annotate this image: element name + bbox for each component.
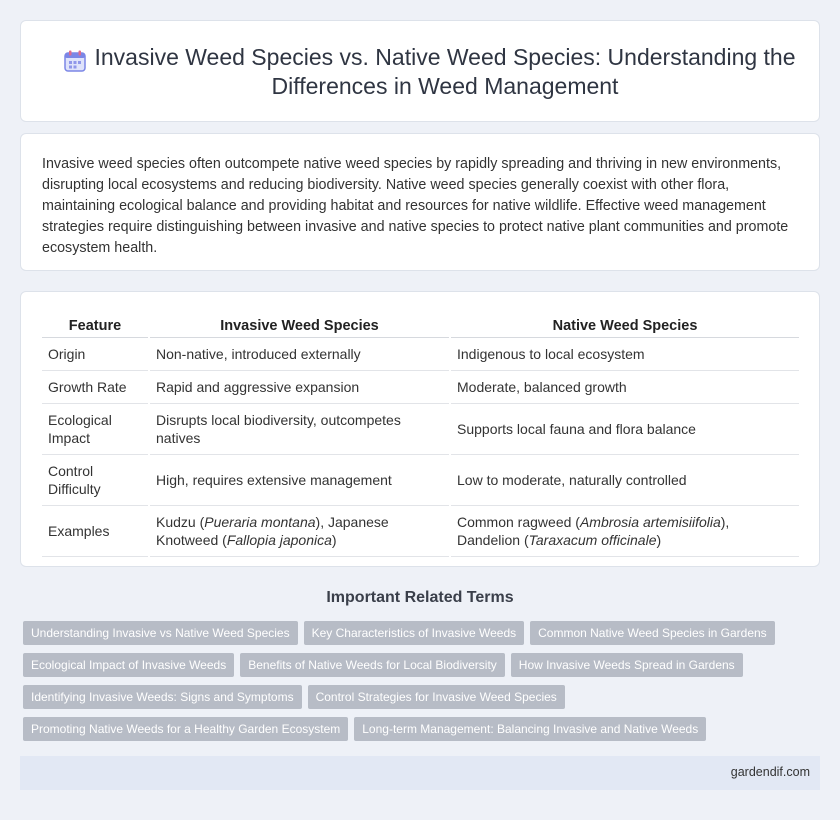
table-row: [42, 454, 799, 505]
text-segment: ), Dandelion (: [457, 513, 730, 548]
site-domain[interactable]: gardendif.com: [730, 765, 810, 779]
related-term-tag[interactable]: Long-term Management: Balancing Invasive and Native Weeds: [354, 717, 706, 741]
related-term-tag[interactable]: Control Strategies for Invasive Weed Species: [308, 685, 565, 709]
cell-invasive: Rapid and aggressive expansion: [149, 370, 450, 403]
table-row: [42, 370, 799, 403]
text-segment: Common ragweed (: [457, 513, 580, 530]
table-row: [42, 403, 799, 454]
intro-card: [20, 133, 820, 271]
table-row: [42, 505, 799, 556]
cell-invasive: [149, 505, 450, 556]
cell-native: [450, 505, 799, 556]
tag-row: [23, 653, 813, 685]
cell-invasive: Non-native, introduced externally: [149, 337, 450, 370]
scientific-name: Fallopia japonica: [226, 531, 332, 548]
header-feature: Feature: [42, 315, 149, 337]
cell-invasive: Disrupts local biodiversity, outcompetes natives: [149, 403, 450, 454]
related-term-tag[interactable]: Promoting Native Weeds for a Healthy Garden Ecosystem: [23, 717, 348, 741]
scientific-name: Pueraria montana: [204, 513, 316, 530]
table-header-row: [42, 315, 799, 337]
page-title: Invasive Weed Species vs. Native Weed Species: Understanding the Differences in Weed Management: [94, 44, 796, 99]
tag-row: [23, 621, 813, 653]
comparison-card: [20, 291, 820, 567]
related-term-tag[interactable]: How Invasive Weeds Spread in Gardens: [511, 653, 743, 677]
related-term-tag[interactable]: Understanding Invasive vs Native Weed Species: [23, 621, 298, 645]
related-terms-list: [23, 621, 813, 749]
footer: [20, 756, 820, 790]
table-row: [42, 337, 799, 370]
scientific-name: Ambrosia artemisiifolia: [579, 513, 721, 530]
cell-feature: Examples: [42, 505, 149, 556]
cell-native: Supports local fauna and flora balance: [450, 403, 799, 454]
cell-feature: Ecological Impact: [42, 403, 149, 454]
cell-native: Low to moderate, naturally controlled: [450, 454, 799, 505]
title-card: [20, 20, 820, 122]
header-native: Native Weed Species: [450, 315, 799, 337]
related-term-tag[interactable]: Key Characteristics of Invasive Weeds: [304, 621, 525, 645]
text-segment: ): [656, 531, 662, 548]
text-segment: ): [331, 531, 337, 548]
related-term-tag[interactable]: Identifying Invasive Weeds: Signs and Symptoms: [23, 685, 302, 709]
text-segment: ), Japanese Knotweed (: [156, 513, 389, 548]
scientific-name: Taraxacum officinale: [528, 531, 657, 548]
related-term-tag[interactable]: Common Native Weed Species in Gardens: [530, 621, 775, 645]
cell-native: Moderate, balanced growth: [450, 370, 799, 403]
intro-paragraph: Invasive weed species often outcompete native weed species by rapidly spreading and thriving in new environments, disrupting local ecosystems and reducing biodiversity. Native weed species generally coexist with other flora, maintaining ecological balance and providing habitat and resources for native wildlife. Effective weed management strategies require distinguishing between invasive and native species to protect native plant communities and promote ecosystem health.: [42, 156, 789, 256]
cell-feature: Control Difficulty: [42, 454, 149, 505]
comparison-table: [42, 315, 799, 557]
related-term-tag[interactable]: Benefits of Native Weeds for Local Biodiversity: [240, 653, 505, 677]
related-terms-heading: Important Related Terms: [326, 589, 514, 606]
tag-row: [23, 717, 813, 749]
related-term-tag[interactable]: Ecological Impact of Invasive Weeds: [23, 653, 234, 677]
tag-row: [23, 685, 813, 717]
cell-native: Indigenous to local ecosystem: [450, 337, 799, 370]
header-invasive: Invasive Weed Species: [149, 315, 450, 337]
cell-invasive: High, requires extensive management: [149, 454, 450, 505]
cell-feature: Growth Rate: [42, 370, 149, 403]
cell-feature: Origin: [42, 337, 149, 370]
text-segment: Kudzu (: [156, 513, 205, 530]
